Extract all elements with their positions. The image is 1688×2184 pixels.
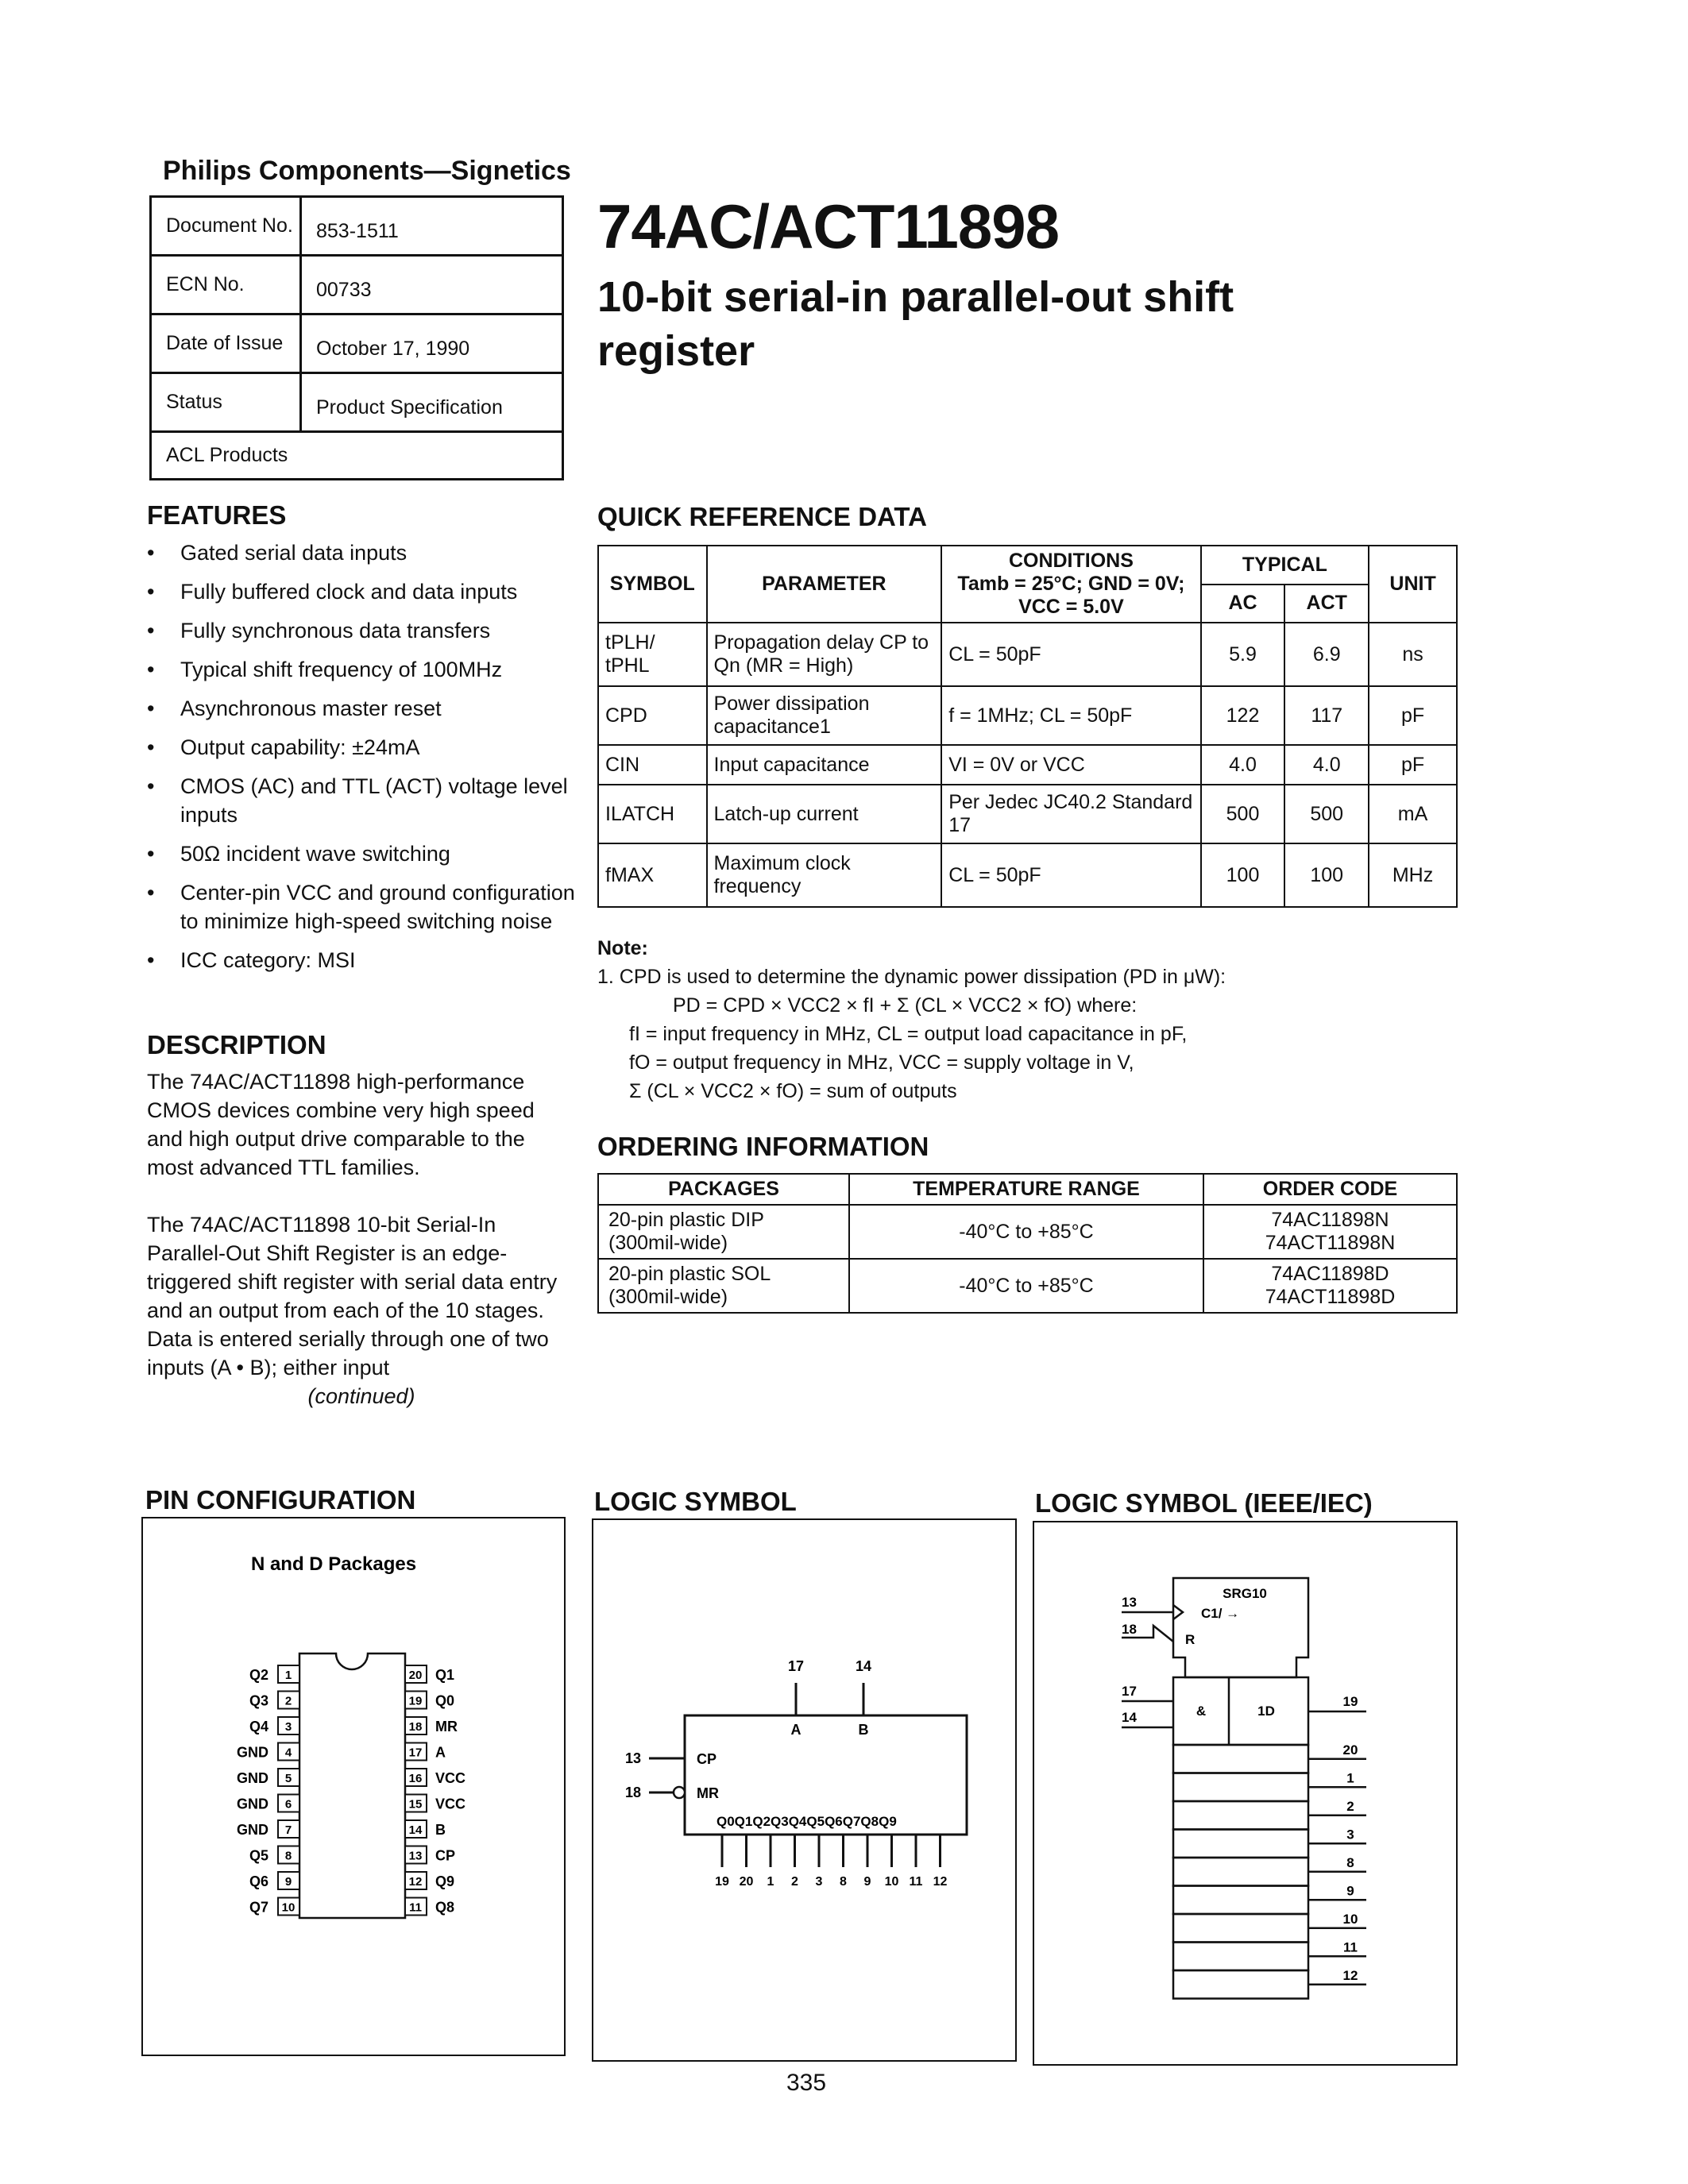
pin-name: Q5: [249, 1847, 268, 1864]
register-stage: [1173, 1745, 1308, 1773]
cell-symbol: CPD: [598, 686, 707, 745]
cell-temperature: -40°C to +85°C: [849, 1259, 1203, 1313]
cell-act: 4.0: [1284, 745, 1369, 785]
list-item: • Asynchronous master reset: [147, 694, 576, 723]
docinfo-value: Product Specification: [301, 373, 563, 432]
d-label: 1D: [1257, 1704, 1275, 1719]
cell-parameter: Input capacitance: [707, 745, 942, 785]
logic-symbol-box: [592, 1518, 1017, 2062]
package-label: N and D Packages: [250, 1553, 417, 1575]
note-line: 1. CPD is used to determine the dynamic power dissipation (PD in μW):: [597, 966, 1226, 988]
package-line: (300mil-wide): [608, 1286, 728, 1308]
pin-number: 13: [1122, 1595, 1137, 1610]
table-row: [598, 745, 1457, 785]
cell-conditions: CL = 50pF: [941, 843, 1200, 907]
output-pin-number: 12: [1342, 1967, 1358, 1983]
table-row: [598, 623, 1457, 686]
pin-name: A: [435, 1744, 446, 1761]
pin-config-heading: PIN CONFIGURATION: [145, 1485, 416, 1515]
conditions-line: Tamb = 25°C; GND = 0V;: [957, 573, 1185, 595]
ic-body: [299, 1653, 405, 1918]
pin-number: 14: [1122, 1710, 1137, 1725]
list-item: • Output capability: ±24mA: [147, 733, 576, 762]
output-pins: [715, 1835, 947, 1889]
pin-number: 17: [1122, 1684, 1137, 1699]
pin-name: Q6: [249, 1873, 268, 1889]
cell-unit: MHz: [1369, 843, 1457, 907]
ordering-table: [597, 1173, 1458, 1314]
table-header-row: [598, 1174, 1457, 1205]
continued-label: (continued): [307, 1384, 415, 1408]
pin-number: 1: [284, 1669, 292, 1682]
clock-triangle: [1173, 1605, 1183, 1619]
list-item: • Gated serial data inputs: [147, 538, 576, 567]
iec-symbol-heading: LOGIC SYMBOL (IEEE/IEC): [1035, 1488, 1373, 1518]
ordering-heading: ORDERING INFORMATION: [597, 1132, 929, 1161]
cell-conditions: Per Jedec JC40.2 Standard 17: [941, 785, 1200, 843]
col-packages: PACKAGES: [598, 1174, 849, 1205]
pin-number: 13: [625, 1750, 642, 1766]
page-number: 335: [786, 2070, 827, 2096]
pin-name: GND: [237, 1770, 268, 1786]
and-label: &: [1196, 1704, 1207, 1719]
output-pin-number: 11: [1343, 1939, 1358, 1955]
pin-name: B: [435, 1822, 446, 1838]
note-section: [597, 934, 1458, 1106]
pin-number: 3: [284, 1720, 292, 1734]
order-code: 74AC11898D: [1271, 1263, 1389, 1285]
pin-name: VCC: [435, 1770, 466, 1786]
cell-order-code: [1203, 1205, 1457, 1259]
cell-ac: 500: [1201, 785, 1285, 843]
order-code: 74ACT11898N: [1265, 1232, 1396, 1254]
table-row: [598, 1259, 1457, 1313]
col-act: ACT: [1284, 585, 1369, 623]
col-order-code: ORDER CODE: [1203, 1174, 1457, 1205]
cell-symbol: tPLH/ tPHL: [598, 623, 707, 686]
cell-order-code: [1203, 1259, 1457, 1313]
list-item: • Center-pin VCC and ground configuration to minimize high-speed switching noise: [147, 878, 576, 936]
cell-symbol: fMAX: [598, 843, 707, 907]
register-stage: [1173, 1773, 1308, 1802]
register-stages: [1173, 1742, 1366, 1999]
output-pin-number: 10: [884, 1875, 899, 1889]
pin-name: Q3: [249, 1692, 268, 1709]
conditions-line: VCC = 5.0V: [1018, 596, 1124, 618]
docinfo-value: 853-1511: [301, 197, 563, 256]
output-pin-number: 8: [840, 1875, 847, 1889]
output-pin-number: 8: [1346, 1854, 1354, 1870]
output-pin-number: 20: [1342, 1742, 1358, 1758]
pin-config-box: [141, 1517, 566, 2056]
note-line: Σ (CL × VCC2 × fO) = sum of outputs: [629, 1080, 957, 1102]
col-typical: TYPICAL: [1201, 546, 1369, 585]
list-item: • CMOS (AC) and TTL (ACT) voltage level inputs: [147, 772, 576, 829]
pin-number: 14: [408, 1823, 423, 1837]
pin-number: 8: [284, 1849, 292, 1863]
register-stage: [1173, 1970, 1308, 1999]
pin-number: 9: [284, 1875, 292, 1889]
docinfo-label: Status: [151, 373, 301, 432]
pin-number: 2: [284, 1694, 292, 1708]
note-line: fO = output frequency in MHz, VCC = supply voltage in V,: [629, 1051, 1134, 1074]
cell-symbol: CIN: [598, 745, 707, 785]
col-ac: AC: [1201, 585, 1285, 623]
output-pin-number: 2: [791, 1875, 798, 1889]
logic-symbol-diagram: [593, 1520, 1015, 2060]
company-name: Philips Components—Signetics: [163, 156, 571, 186]
pin-name: CP: [435, 1847, 456, 1864]
cell-parameter: Propagation delay CP to Qn (MR = High): [707, 623, 942, 686]
pin-name: VCC: [435, 1796, 466, 1812]
input-label: CP: [697, 1751, 717, 1767]
pin-number: 10: [281, 1900, 295, 1915]
right-pins: [405, 1665, 465, 1916]
table-row: [151, 432, 563, 480]
pin-name: GND: [237, 1744, 268, 1761]
pin-number: 18: [408, 1720, 423, 1734]
output-pin-number: 9: [1346, 1883, 1354, 1899]
docinfo-value: 00733: [301, 256, 563, 314]
output-pin-number: 19: [1342, 1694, 1358, 1709]
pin-number: 6: [284, 1797, 292, 1812]
list-item: • Fully buffered clock and data inputs: [147, 577, 576, 606]
output-pin-number: 3: [815, 1875, 823, 1889]
pin-name: GND: [237, 1822, 268, 1838]
table-row: [151, 197, 563, 256]
register-stage: [1173, 1943, 1308, 1971]
list-item: • 50Ω incident wave switching: [147, 839, 576, 868]
cell-conditions: CL = 50pF: [941, 623, 1200, 686]
register-stage: [1173, 1886, 1308, 1915]
pin-number: 13: [408, 1849, 423, 1863]
pin-name: Q9: [435, 1873, 455, 1889]
note-label: Note:: [597, 937, 648, 959]
pin-number: 4: [284, 1746, 292, 1760]
package-line: 20-pin plastic DIP: [608, 1209, 764, 1231]
features-heading: FEATURES: [147, 500, 287, 530]
pin-diagram: [143, 1518, 564, 2055]
page-subtitle: 10-bit serial-in parallel-out shift register: [597, 273, 1234, 375]
cell-temperature: -40°C to +85°C: [849, 1205, 1203, 1259]
cell-ac: 5.9: [1201, 623, 1285, 686]
pin-number: 17: [787, 1658, 805, 1674]
qrd-heading: QUICK REFERENCE DATA: [597, 502, 927, 531]
output-pin-number: 19: [715, 1875, 729, 1889]
register-stage: [1173, 1801, 1308, 1830]
iec-symbol-diagram: [1034, 1522, 1456, 2064]
pin-name: Q4: [249, 1719, 268, 1734]
pin-name: Q2: [249, 1667, 268, 1683]
features-section: [147, 500, 576, 985]
table-row: [598, 686, 1457, 745]
pin-number: 12: [408, 1875, 423, 1889]
cell-parameter: Latch-up current: [707, 785, 942, 843]
list-item: • Fully synchronous data transfers: [147, 616, 576, 645]
register-stage: [1173, 1858, 1308, 1886]
cell-unit: mA: [1369, 785, 1457, 843]
table-row: [151, 314, 563, 373]
table-row: [151, 256, 563, 314]
input-label: A: [790, 1722, 802, 1738]
iec-symbol-box: [1033, 1521, 1458, 2066]
inversion-bubble: [674, 1787, 685, 1798]
output-labels: Q0Q1Q2Q3Q4Q5Q6Q7Q8Q9: [717, 1814, 897, 1829]
pin-number: 17: [408, 1746, 423, 1760]
pin-number: 20: [408, 1669, 423, 1682]
description-paragraph: The 74AC/ACT11898 10-bit Serial-In Parallel-Out Shift Register is an edge-triggered shift register with serial data entry and an output from each of the 10 stages. Data is entered serially through one of two inputs (A • B); either input: [147, 1213, 558, 1379]
col-unit: UNIT: [1369, 546, 1457, 623]
pin-number: 18: [625, 1785, 642, 1800]
output-pin-number: 9: [863, 1875, 871, 1889]
output-pin-number: 2: [1346, 1798, 1354, 1814]
docinfo-label: Date of Issue: [151, 314, 301, 373]
input-label: B: [858, 1722, 869, 1738]
docinfo-footer: ACL Products: [151, 432, 563, 480]
pin-number: 14: [855, 1658, 872, 1674]
left-pins: [237, 1665, 299, 1916]
register-stage: [1173, 1914, 1308, 1943]
cell-conditions: f = 1MHz; CL = 50pF: [941, 686, 1200, 745]
docinfo-label: ECN No.: [151, 256, 301, 314]
cell-unit: ns: [1369, 623, 1457, 686]
list-item: • Typical shift frequency of 100MHz: [147, 655, 576, 684]
note-line: PD = CPD × VCC2 × fI + Σ (CL × VCC2 × fO) where:: [673, 994, 1138, 1017]
pin-number: 11: [409, 1900, 422, 1915]
cell-ac: 122: [1201, 686, 1285, 745]
docinfo-label: Document No.: [151, 197, 301, 256]
cell-conditions: VI = 0V or VCC: [941, 745, 1200, 785]
note-line: fI = input frequency in MHz, CL = output load capacitance in pF,: [629, 1023, 1188, 1045]
col-parameter: PARAMETER: [707, 546, 942, 623]
pin-name: Q1: [435, 1667, 455, 1683]
cell-unit: pF: [1369, 686, 1457, 745]
col-conditions: [941, 546, 1200, 623]
logic-symbol-heading: LOGIC SYMBOL: [594, 1487, 797, 1516]
description-paragraph: The 74AC/ACT11898 high-performance CMOS devices combine very high speed and high output drive comparable to the most advanced TTL families.: [147, 1070, 535, 1179]
cell-package: [598, 1205, 849, 1259]
cell-act: 6.9: [1284, 623, 1369, 686]
quick-reference-table: [597, 545, 1458, 908]
col-symbol: SYMBOL: [598, 546, 707, 623]
pin-number: 15: [408, 1797, 423, 1812]
table-row: [151, 373, 563, 432]
table-row: [598, 843, 1457, 907]
description-heading: DESCRIPTION: [147, 1030, 326, 1059]
package-line: 20-pin plastic SOL: [608, 1263, 771, 1285]
cell-unit: pF: [1369, 745, 1457, 785]
table-row: [598, 785, 1457, 843]
cell-act: 500: [1284, 785, 1369, 843]
order-code: 74ACT11898D: [1265, 1286, 1396, 1308]
pin-number: 5: [284, 1772, 292, 1785]
reset-label: R: [1185, 1632, 1196, 1647]
document-info-table: [149, 195, 564, 480]
description-section: [147, 1031, 576, 1410]
cell-parameter: Power dissipation capacitance1: [707, 686, 942, 745]
output-pin-number: 20: [739, 1875, 754, 1889]
page-title: 74AC/ACT11898: [597, 191, 1059, 261]
pin-number: 16: [408, 1772, 423, 1785]
docinfo-value: October 17, 1990: [301, 314, 563, 373]
first-stage: [1173, 1677, 1308, 1745]
cell-act: 100: [1284, 843, 1369, 907]
pin-name: Q7: [249, 1899, 268, 1916]
pin-name: MR: [435, 1719, 458, 1734]
output-pin-number: 12: [933, 1875, 948, 1889]
cell-ac: 100: [1201, 843, 1285, 907]
output-pin-number: 10: [1342, 1911, 1358, 1927]
list-item: • ICC category: MSI: [147, 946, 576, 974]
input-label: MR: [697, 1785, 719, 1801]
cell-symbol: ILATCH: [598, 785, 707, 843]
package-line: (300mil-wide): [608, 1232, 728, 1254]
pin-number: 19: [408, 1694, 423, 1708]
cell-parameter: Maximum clock frequency: [707, 843, 942, 907]
pin-name: Q8: [435, 1899, 455, 1916]
cell-package: [598, 1259, 849, 1313]
srg-label: SRG10: [1223, 1586, 1267, 1601]
col-temperature: TEMPERATURE RANGE: [849, 1174, 1203, 1205]
cell-act: 117: [1284, 686, 1369, 745]
table-header-row: [598, 546, 1457, 585]
output-pin-number: 3: [1346, 1827, 1354, 1843]
table-row: [598, 1205, 1457, 1259]
pin-name: Q0: [435, 1692, 455, 1709]
output-pin-number: 1: [1346, 1770, 1354, 1786]
pin-name: GND: [237, 1796, 268, 1812]
conditions-line: CONDITIONS: [1008, 550, 1134, 572]
register-stage: [1173, 1830, 1308, 1858]
order-code: 74AC11898N: [1271, 1209, 1389, 1231]
features-list: [147, 538, 576, 974]
pin-number: 7: [284, 1823, 292, 1837]
output-pin-number: 11: [909, 1875, 923, 1889]
cell-ac: 4.0: [1201, 745, 1285, 785]
pin-number: 18: [1122, 1622, 1137, 1637]
clock-label: C1/ →: [1201, 1606, 1240, 1621]
output-pin-number: 1: [767, 1875, 774, 1889]
